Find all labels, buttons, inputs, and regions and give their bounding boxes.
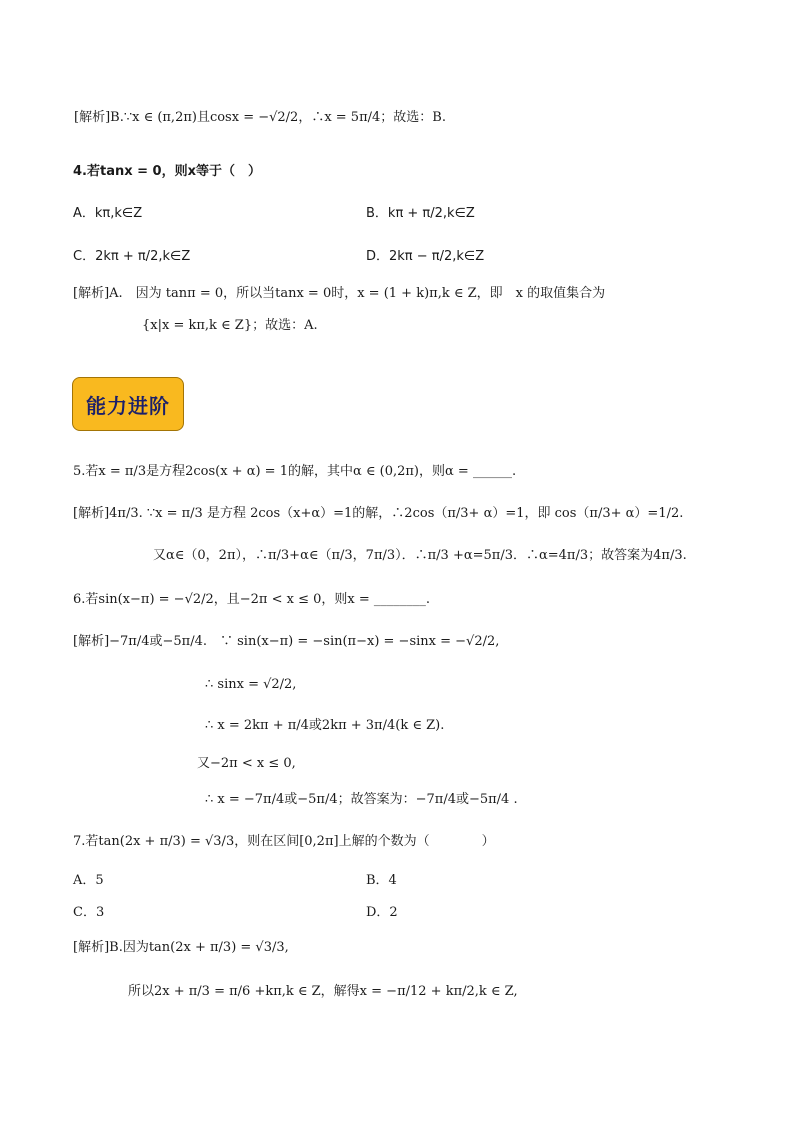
solution-4-line1: [解析]A. 因为 tanπ = 0，所以当tanx = 0时，x = (1 + k)π,k ∈ Z，即 x 的取值集合为	[73, 286, 606, 301]
solution-7-line1: [解析]B.因为tan(2x + π/3) = √3/3,	[73, 940, 289, 955]
q4-option-d: D．2kπ − π/2,k∈Z	[366, 249, 485, 264]
question-7: 7.若tan(2x + π/3) = √3/3，则在区间[0,2π]上解的个数为（ ）	[73, 834, 495, 849]
q7-option-a: A．5	[73, 873, 104, 888]
question-4: 4.若tanx = 0，则x等于（ ）	[73, 164, 261, 179]
solution-3: [解析]B.∵x ∈ (π,2π)且cosx = −√2/2，∴x = 5π/4；故选：B.	[74, 110, 446, 125]
q4-option-a: A．kπ,k∈Z	[73, 206, 143, 221]
solution-4-line2: {x|x = kπ,k ∈ Z}；故选：A.	[142, 318, 318, 333]
solution-5-line2: 又α∈（0，2π），∴π/3+α∈（π/3，7π/3）．∴π/3 +α=5π/3．∴α=4π/3；故答案为4π/3.	[153, 548, 687, 563]
solution-6-line4: 又−2π < x ≤ 0,	[197, 756, 296, 771]
solution-7-line2: 所以2x + π/3 = π/6 +kπ,k ∈ Z，解得x = −π/12 + kπ/2,k ∈ Z,	[128, 984, 518, 999]
q4-option-b: B．kπ + π/2,k∈Z	[366, 206, 475, 221]
section-badge	[72, 377, 184, 431]
section-badge-label: 能力进阶	[86, 393, 170, 418]
solution-6-line3: ∴ x = 2kπ + π/4或2kπ + 3π/4(k ∈ Z).	[205, 718, 445, 733]
question-5: 5.若x = π/3是方程2cos(x + α) = 1的解，其中α ∈ (0,2π)，则α = ______.	[73, 464, 517, 479]
q7-option-b: B．4	[366, 873, 397, 888]
q4-option-c: C．2kπ + π/2,k∈Z	[73, 249, 191, 264]
solution-6-line5: ∴ x = −7π/4或−5π/4；故答案为：−7π/4或−5π/4 .	[205, 792, 518, 807]
question-6: 6.若sin(x−π) = −√2/2，且−2π < x ≤ 0，则x = ________.	[73, 592, 431, 607]
solution-6-line1: [解析]−7π/4或−5π/4. ∵ sin(x−π) = −sin(π−x) = −sinx = −√2/2,	[73, 634, 500, 649]
q7-option-c: C．3	[73, 905, 105, 920]
solution-5-line1: [解析]4π/3. ∵x = π/3 是方程 2cos（x+α）=1的解，∴2cos（π/3+ α）=1，即 cos（π/3+ α）=1/2.	[73, 506, 684, 521]
q7-option-d: D．2	[366, 905, 398, 920]
solution-6-line2: ∴ sinx = √2/2,	[205, 677, 297, 692]
